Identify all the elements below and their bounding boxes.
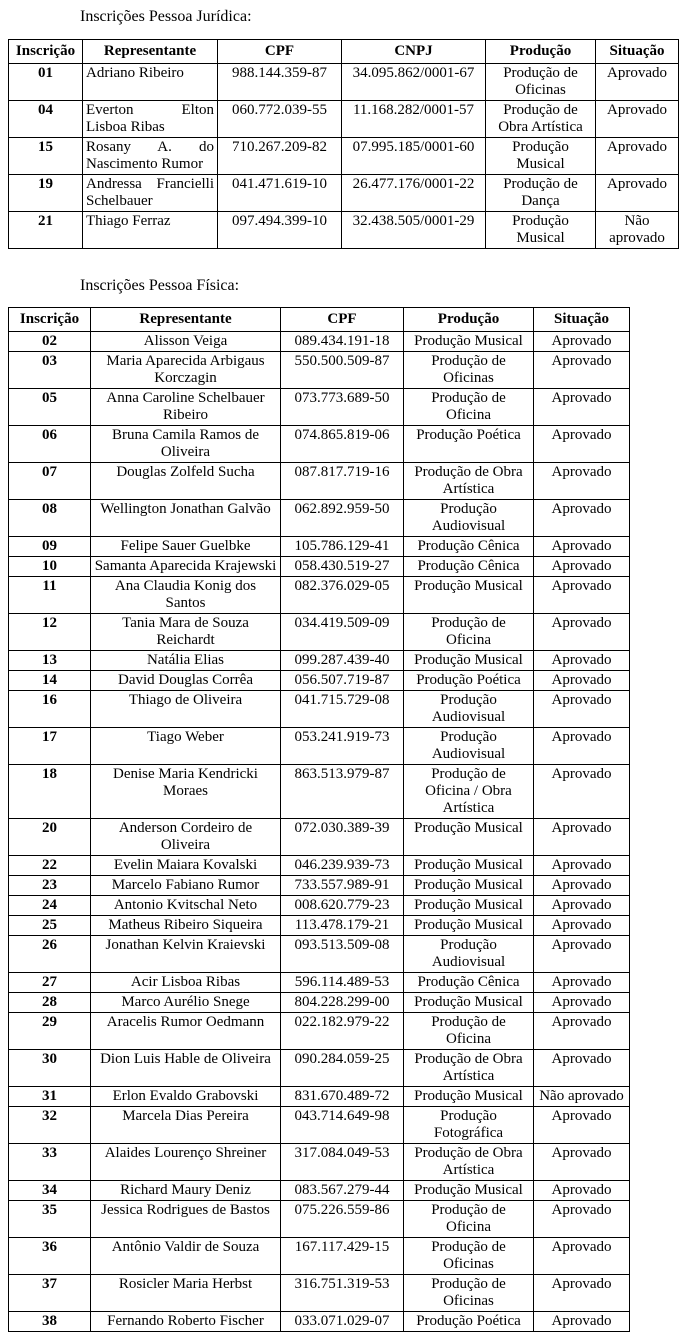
cell-representante: Adriano Ribeiro <box>83 64 218 101</box>
cell-representante: Dion Luis Hable de Oliveira <box>91 1050 281 1087</box>
col-header-cpf: CPF <box>281 308 404 332</box>
cell-representante: Matheus Ribeiro Siqueira <box>91 916 281 936</box>
cell-producao: Produção de Dança <box>486 175 596 212</box>
cell-inscricao: 08 <box>9 500 91 537</box>
cell-representante: Rosicler Maria Herbst <box>91 1275 281 1312</box>
table-row <box>9 1107 630 1144</box>
cell-situacao: Aprovado <box>534 1275 630 1312</box>
cell-situacao: Aprovado <box>596 138 679 175</box>
table-row <box>9 212 679 249</box>
section-title-pessoa-juridica: Inscrições Pessoa Jurídica: <box>80 8 252 25</box>
table-row <box>9 332 630 352</box>
table-row <box>9 856 630 876</box>
cell-cnpj: 11.168.282/0001-57 <box>342 101 486 138</box>
cell-producao: Produção Audiovisual <box>404 691 534 728</box>
cell-representante: Alisson Veiga <box>91 332 281 352</box>
cell-inscricao: 34 <box>9 1181 91 1201</box>
cell-cpf: 831.670.489-72 <box>281 1087 404 1107</box>
cell-inscricao: 33 <box>9 1144 91 1181</box>
table-row <box>9 671 630 691</box>
cell-situacao: Aprovado <box>534 1107 630 1144</box>
cell-producao: Produção de Oficina <box>404 1013 534 1050</box>
cell-inscricao: 17 <box>9 728 91 765</box>
cell-representante: Marco Aurélio Snege <box>91 993 281 1013</box>
cell-representante: Douglas Zolfeld Sucha <box>91 463 281 500</box>
cell-situacao: Aprovado <box>534 1181 630 1201</box>
cell-inscricao: 06 <box>9 426 91 463</box>
cell-producao: Produção Musical <box>486 212 596 249</box>
cell-producao: Produção Musical <box>486 138 596 175</box>
table-row <box>9 936 630 973</box>
table-row <box>9 765 630 819</box>
cell-situacao: Aprovado <box>534 557 630 577</box>
cell-cpf: 046.239.939-73 <box>281 856 404 876</box>
table-row <box>9 101 679 138</box>
cell-situacao: Aprovado <box>534 936 630 973</box>
cell-producao: Produção de Obra Artística <box>404 1050 534 1087</box>
cell-cpf: 008.620.779-23 <box>281 896 404 916</box>
cell-producao: Produção de Obra Artística <box>404 463 534 500</box>
table-row <box>9 389 630 426</box>
table-row <box>9 1238 630 1275</box>
table-row <box>9 463 630 500</box>
table-row <box>9 64 679 101</box>
cell-situacao: Aprovado <box>534 896 630 916</box>
cell-inscricao: 26 <box>9 936 91 973</box>
cell-producao: Produção Cênica <box>404 557 534 577</box>
cell-cpf: 034.419.509-09 <box>281 614 404 651</box>
cell-representante: Maria Aparecida Arbigaus Korczagin <box>91 352 281 389</box>
cell-representante: Alaides Lourenço Shreiner <box>91 1144 281 1181</box>
cell-producao: Produção Musical <box>404 856 534 876</box>
cell-producao: Produção de Oficinas <box>404 1275 534 1312</box>
table-row <box>9 1013 630 1050</box>
cell-producao: Produção Musical <box>404 819 534 856</box>
cell-cpf: 072.030.389-39 <box>281 819 404 856</box>
table-row <box>9 614 630 651</box>
cell-representante: Richard Maury Deniz <box>91 1181 281 1201</box>
cell-inscricao: 38 <box>9 1312 91 1332</box>
table-row <box>9 352 630 389</box>
col-header-representante: Representante <box>83 40 218 64</box>
cell-situacao: Aprovado <box>534 1238 630 1275</box>
table-body-pessoa-juridica <box>9 64 679 249</box>
col-header-situacao: Situação <box>596 40 679 64</box>
cell-inscricao: 18 <box>9 765 91 819</box>
cell-situacao: Aprovado <box>534 671 630 691</box>
cell-situacao: Aprovado <box>534 691 630 728</box>
table-row <box>9 819 630 856</box>
cell-situacao: Aprovado <box>534 916 630 936</box>
cell-representante: Everton Elton Lisboa Ribas <box>83 101 218 138</box>
cell-cpf: 075.226.559-86 <box>281 1201 404 1238</box>
cell-representante: Natália Elias <box>91 651 281 671</box>
table-row <box>9 557 630 577</box>
cell-producao: Produção Audiovisual <box>404 936 534 973</box>
cell-cpf: 090.284.059-25 <box>281 1050 404 1087</box>
cell-situacao: Aprovado <box>534 856 630 876</box>
cell-situacao: Não aprovado <box>534 1087 630 1107</box>
table-row <box>9 1312 630 1332</box>
cell-producao: Produção Musical <box>404 916 534 936</box>
col-header-inscricao: Inscrição <box>9 40 83 64</box>
cell-situacao: Aprovado <box>534 765 630 819</box>
cell-cpf: 083.567.279-44 <box>281 1181 404 1201</box>
cell-cnpj: 07.995.185/0001-60 <box>342 138 486 175</box>
cell-representante: Thiago Ferraz <box>83 212 218 249</box>
cell-cpf: 043.714.649-98 <box>281 1107 404 1144</box>
table-row <box>9 896 630 916</box>
cell-producao: Produção de Oficinas <box>404 352 534 389</box>
cell-cpf: 056.507.719-87 <box>281 671 404 691</box>
cell-situacao: Aprovado <box>534 993 630 1013</box>
cell-inscricao: 07 <box>9 463 91 500</box>
cell-representante: Anderson Cordeiro de Oliveira <box>91 819 281 856</box>
table-header-row <box>9 308 630 332</box>
cell-situacao: Aprovado <box>534 500 630 537</box>
cell-cpf: 089.434.191-18 <box>281 332 404 352</box>
cell-producao: Produção Musical <box>404 1087 534 1107</box>
cell-inscricao: 19 <box>9 175 83 212</box>
col-header-producao: Produção <box>486 40 596 64</box>
cell-cpf: 167.117.429-15 <box>281 1238 404 1275</box>
cell-cpf: 074.865.819-06 <box>281 426 404 463</box>
cell-cpf: 105.786.129-41 <box>281 537 404 557</box>
cell-cpf: 596.114.489-53 <box>281 973 404 993</box>
table-row <box>9 175 679 212</box>
table-row <box>9 876 630 896</box>
cell-situacao: Aprovado <box>534 1201 630 1238</box>
table-row <box>9 138 679 175</box>
cell-cpf: 113.478.179-21 <box>281 916 404 936</box>
cell-producao: Produção de Oficinas <box>486 64 596 101</box>
table-row <box>9 500 630 537</box>
cell-representante: David Douglas Corrêa <box>91 671 281 691</box>
cell-situacao: Aprovado <box>534 819 630 856</box>
cell-cnpj: 32.438.505/0001-29 <box>342 212 486 249</box>
cell-representante: Wellington Jonathan Galvão <box>91 500 281 537</box>
cell-inscricao: 10 <box>9 557 91 577</box>
cell-producao: Produção de Oficina <box>404 1201 534 1238</box>
cell-representante: Fernando Roberto Fischer <box>91 1312 281 1332</box>
cell-representante: Antonio Kvitschal Neto <box>91 896 281 916</box>
cell-situacao: Aprovado <box>534 389 630 426</box>
cell-cpf: 316.751.319-53 <box>281 1275 404 1312</box>
cell-representante: Denise Maria Kendricki Moraes <box>91 765 281 819</box>
cell-cpf: 804.228.299-00 <box>281 993 404 1013</box>
table-row <box>9 1087 630 1107</box>
cell-cpf: 058.430.519-27 <box>281 557 404 577</box>
table-row <box>9 728 630 765</box>
cell-cnpj: 26.477.176/0001-22 <box>342 175 486 212</box>
cell-representante: Jonathan Kelvin Kraievski <box>91 936 281 973</box>
table-row <box>9 1050 630 1087</box>
cell-producao: Produção Musical <box>404 1181 534 1201</box>
cell-producao: Produção Poética <box>404 1312 534 1332</box>
cell-cpf: 082.376.029-05 <box>281 577 404 614</box>
table-row <box>9 993 630 1013</box>
cell-representante: Rosany A. do Nascimento Rumor <box>83 138 218 175</box>
cell-situacao: Aprovado <box>534 332 630 352</box>
cell-representante: Samanta Aparecida Krajewski <box>91 557 281 577</box>
cell-inscricao: 01 <box>9 64 83 101</box>
col-header-producao: Produção <box>404 308 534 332</box>
table-row <box>9 426 630 463</box>
cell-cpf: 073.773.689-50 <box>281 389 404 426</box>
cell-inscricao: 21 <box>9 212 83 249</box>
cell-representante: Evelin Maiara Kovalski <box>91 856 281 876</box>
col-header-situacao: Situação <box>534 308 630 332</box>
cell-cpf: 041.471.619-10 <box>218 175 342 212</box>
cell-inscricao: 36 <box>9 1238 91 1275</box>
cell-representante: Jessica Rodrigues de Bastos <box>91 1201 281 1238</box>
cell-representante: Aracelis Rumor Oedmann <box>91 1013 281 1050</box>
cell-situacao: Aprovado <box>534 463 630 500</box>
cell-situacao: Aprovado <box>534 577 630 614</box>
cell-inscricao: 28 <box>9 993 91 1013</box>
cell-inscricao: 09 <box>9 537 91 557</box>
cell-producao: Produção Musical <box>404 577 534 614</box>
cell-producao: Produção de Obra Artística <box>486 101 596 138</box>
cell-representante: Andressa Francielli Schelbauer <box>83 175 218 212</box>
cell-representante: Bruna Camila Ramos de Oliveira <box>91 426 281 463</box>
cell-cpf: 097.494.399-10 <box>218 212 342 249</box>
table-row <box>9 1181 630 1201</box>
section-title-pessoa-fisica: Inscrições Pessoa Física: <box>80 277 240 294</box>
cell-representante: Thiago de Oliveira <box>91 691 281 728</box>
cell-representante: Marcela Dias Pereira <box>91 1107 281 1144</box>
cell-cpf: 317.084.049-53 <box>281 1144 404 1181</box>
col-header-inscricao: Inscrição <box>9 308 91 332</box>
cell-representante: Tiago Weber <box>91 728 281 765</box>
cell-producao: Produção Cênica <box>404 537 534 557</box>
cell-representante: Acir Lisboa Ribas <box>91 973 281 993</box>
cell-situacao: Aprovado <box>534 1050 630 1087</box>
cell-cpf: 093.513.509-08 <box>281 936 404 973</box>
cell-inscricao: 14 <box>9 671 91 691</box>
cell-inscricao: 12 <box>9 614 91 651</box>
cell-representante: Erlon Evaldo Grabovski <box>91 1087 281 1107</box>
cell-representante: Antônio Valdir de Souza <box>91 1238 281 1275</box>
cell-producao: Produção Audiovisual <box>404 728 534 765</box>
cell-inscricao: 31 <box>9 1087 91 1107</box>
cell-inscricao: 15 <box>9 138 83 175</box>
cell-representante: Marcelo Fabiano Rumor <box>91 876 281 896</box>
cell-producao: Produção de Oficina <box>404 614 534 651</box>
cell-situacao: Aprovado <box>596 175 679 212</box>
table-pessoa-juridica <box>8 39 679 249</box>
cell-cpf: 041.715.729-08 <box>281 691 404 728</box>
cell-inscricao: 29 <box>9 1013 91 1050</box>
cell-inscricao: 16 <box>9 691 91 728</box>
cell-situacao: Aprovado <box>534 1312 630 1332</box>
table-body-pessoa-fisica <box>9 332 630 1332</box>
cell-representante: Tania Mara de Souza Reichardt <box>91 614 281 651</box>
cell-cpf: 863.513.979-87 <box>281 765 404 819</box>
cell-inscricao: 27 <box>9 973 91 993</box>
cell-producao: Produção Musical <box>404 896 534 916</box>
cell-situacao: Aprovado <box>534 537 630 557</box>
cell-inscricao: 30 <box>9 1050 91 1087</box>
cell-producao: Produção Poética <box>404 426 534 463</box>
cell-producao: Produção de Oficina / Obra Artística <box>404 765 534 819</box>
cell-producao: Produção Musical <box>404 876 534 896</box>
cell-producao: Produção Musical <box>404 651 534 671</box>
table-row <box>9 973 630 993</box>
cell-cpf: 733.557.989-91 <box>281 876 404 896</box>
table-row <box>9 691 630 728</box>
cell-inscricao: 24 <box>9 896 91 916</box>
cell-situacao: Aprovado <box>534 426 630 463</box>
col-header-cpf: CPF <box>218 40 342 64</box>
table-row <box>9 651 630 671</box>
col-header-representante: Representante <box>91 308 281 332</box>
table-row <box>9 916 630 936</box>
cell-situacao: Aprovado <box>534 1144 630 1181</box>
cell-inscricao: 04 <box>9 101 83 138</box>
cell-producao: Produção Poética <box>404 671 534 691</box>
cell-producao: Produção Cênica <box>404 973 534 993</box>
cell-inscricao: 23 <box>9 876 91 896</box>
cell-inscricao: 05 <box>9 389 91 426</box>
cell-inscricao: 25 <box>9 916 91 936</box>
table-row <box>9 1275 630 1312</box>
cell-situacao: Aprovado <box>534 352 630 389</box>
cell-producao: Produção Musical <box>404 993 534 1013</box>
table-row <box>9 577 630 614</box>
cell-producao: Produção de Obra Artística <box>404 1144 534 1181</box>
cell-cpf: 087.817.719-16 <box>281 463 404 500</box>
cell-inscricao: 20 <box>9 819 91 856</box>
cell-situacao: Aprovado <box>596 101 679 138</box>
cell-situacao: Aprovado <box>596 64 679 101</box>
cell-cpf: 060.772.039-55 <box>218 101 342 138</box>
cell-cpf: 033.071.029-07 <box>281 1312 404 1332</box>
cell-producao: Produção Fotográfica <box>404 1107 534 1144</box>
cell-producao: Produção de Oficina <box>404 389 534 426</box>
cell-inscricao: 32 <box>9 1107 91 1144</box>
cell-situacao: Aprovado <box>534 651 630 671</box>
cell-cpf: 099.287.439-40 <box>281 651 404 671</box>
cell-situacao: Aprovado <box>534 876 630 896</box>
cell-representante: Anna Caroline Schelbauer Ribeiro <box>91 389 281 426</box>
cell-inscricao: 22 <box>9 856 91 876</box>
cell-cpf: 988.144.359-87 <box>218 64 342 101</box>
cell-cnpj: 34.095.862/0001-67 <box>342 64 486 101</box>
cell-inscricao: 37 <box>9 1275 91 1312</box>
cell-cpf: 053.241.919-73 <box>281 728 404 765</box>
table-row <box>9 537 630 557</box>
cell-situacao: Aprovado <box>534 973 630 993</box>
cell-representante: Felipe Sauer Guelbke <box>91 537 281 557</box>
table-header-row <box>9 40 679 64</box>
cell-producao: Produção de Oficinas <box>404 1238 534 1275</box>
cell-cpf: 022.182.979-22 <box>281 1013 404 1050</box>
cell-cpf: 550.500.509-87 <box>281 352 404 389</box>
cell-inscricao: 13 <box>9 651 91 671</box>
cell-inscricao: 35 <box>9 1201 91 1238</box>
table-pessoa-fisica <box>8 307 630 1332</box>
table-row <box>9 1144 630 1181</box>
table-row <box>9 1201 630 1238</box>
cell-inscricao: 11 <box>9 577 91 614</box>
cell-inscricao: 03 <box>9 352 91 389</box>
cell-cpf: 710.267.209-82 <box>218 138 342 175</box>
cell-situacao: Aprovado <box>534 1013 630 1050</box>
cell-situacao: Não aprovado <box>596 212 679 249</box>
cell-producao: Produção Audiovisual <box>404 500 534 537</box>
cell-cpf: 062.892.959-50 <box>281 500 404 537</box>
cell-situacao: Aprovado <box>534 614 630 651</box>
cell-inscricao: 02 <box>9 332 91 352</box>
cell-representante: Ana Claudia Konig dos Santos <box>91 577 281 614</box>
cell-producao: Produção Musical <box>404 332 534 352</box>
cell-situacao: Aprovado <box>534 728 630 765</box>
col-header-cnpj: CNPJ <box>342 40 486 64</box>
